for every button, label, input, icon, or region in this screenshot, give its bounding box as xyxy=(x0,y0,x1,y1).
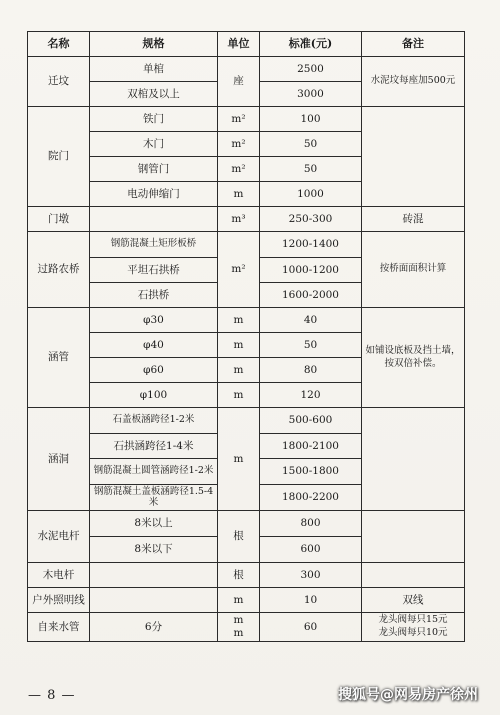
row-price: 250-300 xyxy=(260,207,362,232)
row-name: 迁坟 xyxy=(28,57,90,107)
row-price: 1800-2100 xyxy=(260,434,362,459)
row-spec xyxy=(90,563,218,588)
table-row xyxy=(28,57,465,82)
row-spec: 石盖板涵跨径1-2米 xyxy=(90,408,218,434)
header-spec: 规格 xyxy=(90,32,218,57)
row-price: 60 xyxy=(260,613,362,642)
row-name: 门墩 xyxy=(28,207,90,232)
row-name: 涵管 xyxy=(28,308,90,408)
row-unit: m xyxy=(218,588,260,613)
row-price: 50 xyxy=(260,132,362,157)
row-unit-line: m xyxy=(233,626,244,639)
table-row xyxy=(28,613,465,642)
row-spec: 石拱涵跨径1-4米 xyxy=(90,434,218,459)
row-note: 砖混 xyxy=(362,207,465,232)
row-price: 80 xyxy=(260,358,362,383)
row-price: 1200-1400 xyxy=(260,232,362,258)
row-spec: 钢筋混凝土矩形板桥 xyxy=(90,232,218,258)
row-unit: 根 xyxy=(218,563,260,588)
row-price: 10 xyxy=(260,588,362,613)
row-spec: 6分 xyxy=(90,613,218,642)
row-price: 1600-2000 xyxy=(260,283,362,308)
row-price: 3000 xyxy=(260,82,362,107)
row-spec: 钢管门 xyxy=(90,157,218,182)
row-price: 50 xyxy=(260,333,362,358)
row-price: 600 xyxy=(260,537,362,563)
row-spec xyxy=(90,588,218,613)
row-spec: 铁门 xyxy=(90,107,218,132)
row-unit: m xyxy=(218,182,260,207)
table-row xyxy=(28,588,465,613)
row-unit: m xyxy=(218,358,260,383)
header-note: 备注 xyxy=(362,32,465,57)
row-unit: m xyxy=(218,408,260,511)
header-unit: 单位 xyxy=(218,32,260,57)
row-note: 按桥面面积计算 xyxy=(362,232,465,308)
row-note xyxy=(362,107,465,207)
row-price: 40 xyxy=(260,308,362,333)
table-row xyxy=(28,107,465,132)
row-name: 水泥电杆 xyxy=(28,511,90,563)
row-spec: φ30 xyxy=(90,308,218,333)
row-note xyxy=(362,613,465,642)
compensation-table-wrap xyxy=(27,31,464,642)
page-number: — 8 — xyxy=(28,688,76,703)
table-row xyxy=(28,408,465,434)
row-spec: 双棺及以上 xyxy=(90,82,218,107)
row-price: 100 xyxy=(260,107,362,132)
row-spec: 石拱桥 xyxy=(90,283,218,308)
row-unit: 座 xyxy=(218,57,260,107)
table-row xyxy=(28,207,465,232)
row-name: 户外照明线 xyxy=(28,588,90,613)
note-line: 龙头阀每只10元 xyxy=(378,626,448,638)
row-unit-line: m xyxy=(233,614,244,627)
row-unit: m³ xyxy=(218,207,260,232)
row-unit: m² xyxy=(218,232,260,308)
row-unit: m² xyxy=(218,107,260,132)
row-price: 1500-1800 xyxy=(260,459,362,485)
header-price: 标准(元) xyxy=(260,32,362,57)
row-price: 2500 xyxy=(260,57,362,82)
row-note: 如铺设底板及挡土墙，按双倍补偿。 xyxy=(362,308,465,408)
row-spec: 单棺 xyxy=(90,57,218,82)
row-price: 1000-1200 xyxy=(260,258,362,283)
row-spec: 8米以下 xyxy=(90,537,218,563)
row-spec: 钢筋混凝土盖板涵跨径1.5-4米 xyxy=(90,485,218,511)
row-price: 800 xyxy=(260,511,362,537)
row-unit: 根 xyxy=(218,511,260,563)
row-price: 1000 xyxy=(260,182,362,207)
note-line: 龙头阀每只15元 xyxy=(378,614,448,625)
row-unit: m² xyxy=(218,157,260,182)
compensation-table xyxy=(27,31,465,642)
table-row xyxy=(28,308,465,333)
table-row xyxy=(28,563,465,588)
row-price: 120 xyxy=(260,383,362,408)
row-name: 院门 xyxy=(28,107,90,207)
row-unit: m xyxy=(218,308,260,333)
row-unit xyxy=(218,613,260,642)
watermark: 搜狐号@网易房产徐州 xyxy=(338,687,478,703)
row-unit: m xyxy=(218,383,260,408)
row-name: 自来水管 xyxy=(28,613,90,642)
row-note xyxy=(362,563,465,588)
row-spec: φ100 xyxy=(90,383,218,408)
header-row xyxy=(28,32,465,57)
row-spec: 电动伸缩门 xyxy=(90,182,218,207)
row-unit: m² xyxy=(218,132,260,157)
row-note: 双线 xyxy=(362,588,465,613)
row-name: 过路农桥 xyxy=(28,232,90,308)
table-row xyxy=(28,232,465,258)
header-name: 名称 xyxy=(28,32,90,57)
row-spec: 平坦石拱桥 xyxy=(90,258,218,283)
row-spec: φ60 xyxy=(90,358,218,383)
row-note xyxy=(362,511,465,563)
row-price: 500-600 xyxy=(260,408,362,434)
row-note: 水泥坟每座加500元 xyxy=(362,57,465,107)
row-note xyxy=(362,408,465,511)
row-spec xyxy=(90,207,218,232)
row-price: 1800-2200 xyxy=(260,485,362,511)
row-name: 木电杆 xyxy=(28,563,90,588)
row-name: 涵洞 xyxy=(28,408,90,511)
row-unit: m xyxy=(218,333,260,358)
row-spec: 钢筋混凝土圆管涵跨径1-2米 xyxy=(90,459,218,485)
row-price: 50 xyxy=(260,157,362,182)
row-spec: φ40 xyxy=(90,333,218,358)
table-row xyxy=(28,511,465,537)
row-price: 300 xyxy=(260,563,362,588)
row-spec: 8米以上 xyxy=(90,511,218,537)
row-spec: 木门 xyxy=(90,132,218,157)
